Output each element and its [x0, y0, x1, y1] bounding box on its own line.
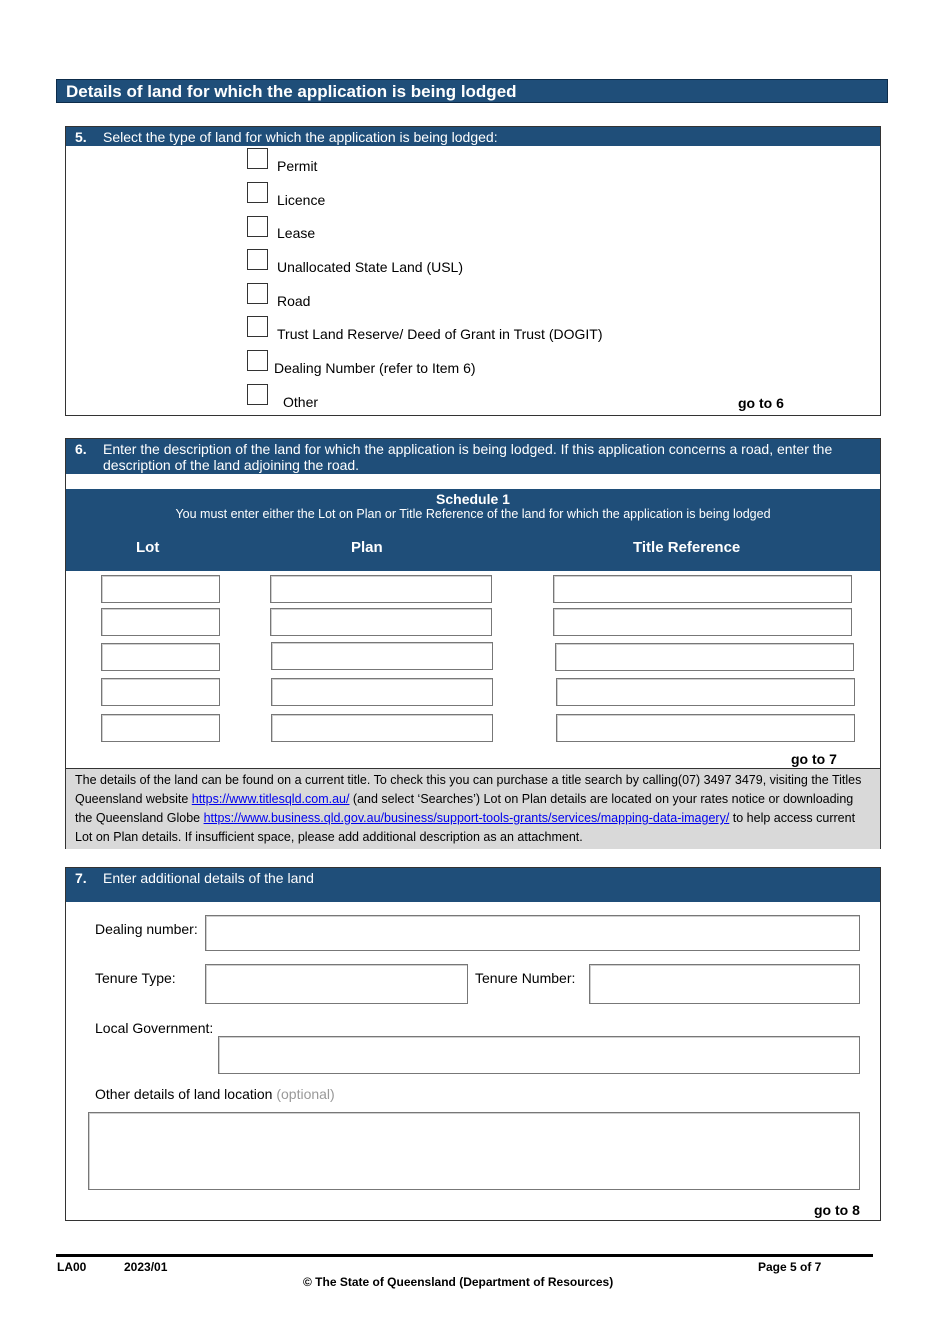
other-details-label-text: Other details of land location — [95, 1086, 273, 1102]
schedule-title: Schedule 1 — [436, 491, 510, 507]
local-government-label: Local Government: — [95, 1020, 214, 1036]
lot-input-5[interactable] — [101, 714, 220, 742]
page-number: Page 5 of 7 — [758, 1260, 822, 1274]
label-licence: Licence — [277, 192, 326, 208]
tenure-number-label: Tenure Number: — [475, 970, 576, 986]
tenure-type-label: Tenure Type: — [95, 970, 176, 986]
other-details-label — [95, 1086, 335, 1102]
label-permit: Permit — [277, 158, 318, 174]
dealing-number-label: Dealing number: — [95, 921, 198, 937]
label-road: Road — [277, 293, 311, 309]
question-6-header — [66, 439, 880, 474]
title-ref-input-4[interactable] — [556, 678, 855, 706]
tenure-number-input[interactable] — [589, 964, 860, 1004]
schedule-header — [66, 489, 880, 571]
title-ref-input-3[interactable] — [555, 643, 854, 671]
question-6-text: Enter the description of the land for which the application is being lodged. If this application concerns a road, enter the description of the land adjoining the road. — [103, 441, 833, 473]
lot-input-2[interactable] — [101, 608, 220, 636]
form-code: LA00 — [57, 1260, 87, 1274]
label-usl: Unallocated State Land (USL) — [277, 259, 463, 275]
footer-rule — [56, 1254, 873, 1257]
plan-input-2[interactable] — [270, 608, 492, 636]
plan-input-4[interactable] — [271, 678, 493, 706]
checkbox-lease[interactable] — [247, 216, 268, 237]
question-5-header — [66, 127, 880, 146]
lot-input-1[interactable] — [101, 575, 220, 603]
column-title-reference: Title Reference — [633, 539, 741, 556]
lot-input-3[interactable] — [101, 643, 220, 671]
question-7-goto: go to 8 — [814, 1202, 860, 1218]
qld-globe-link[interactable]: https://www.business.qld.gov.au/business/support-tools-grants/services/mapping-data-imagery/ — [203, 811, 730, 825]
schedule-subtitle: You must enter either the Lot on Plan or Title Reference of the land for which the application is being lodged — [175, 507, 771, 521]
plan-input-5[interactable] — [271, 714, 493, 742]
title-ref-input-2[interactable] — [553, 608, 852, 636]
question-5-goto: go to 6 — [738, 395, 784, 411]
column-plan: Plan — [351, 539, 383, 556]
checkbox-road[interactable] — [247, 283, 268, 304]
copyright: © The State of Queensland (Department of Resources) — [303, 1275, 614, 1289]
tenure-type-input[interactable] — [205, 964, 468, 1004]
question-6-number: 6. — [75, 441, 87, 457]
checkbox-dogit[interactable] — [247, 316, 268, 337]
checkbox-dealing-number[interactable] — [247, 350, 268, 371]
note-text-1: The details of the land can be found on a current title. To check this you can purchase a title search by calling(07) 3497 3479, visiting the Titles Queensland website — [75, 773, 862, 806]
question-5-text: Select the type of land for which the application is being lodged: — [103, 129, 498, 145]
form-version: 2023/01 — [124, 1260, 168, 1274]
checkbox-usl[interactable] — [247, 249, 268, 270]
title-ref-input-5[interactable] — [556, 714, 855, 742]
question-7-header — [66, 868, 880, 902]
section-title: Details of land for which the application is being lodged — [56, 79, 888, 103]
optional-hint: (optional) — [276, 1086, 335, 1102]
note-text-3: to help access current Lot on Plan details. If insufficient space, please add additional description as an attachment. — [75, 811, 856, 844]
title-ref-input-1[interactable] — [553, 575, 852, 603]
other-details-textarea[interactable] — [88, 1112, 860, 1190]
note-text-2: (and select ‘Searches’) Lot on Plan details are located on your rates notice or downloading the Queensland Globe — [75, 792, 854, 825]
label-dealing-number: Dealing Number (refer to Item 6) — [274, 360, 476, 376]
lot-input-4[interactable] — [101, 678, 220, 706]
column-lot: Lot — [136, 539, 160, 556]
land-details-note — [66, 768, 880, 849]
question-5-number: 5. — [75, 129, 87, 145]
label-other: Other — [283, 394, 319, 410]
local-government-input[interactable] — [218, 1036, 860, 1074]
checkbox-other[interactable] — [247, 384, 268, 405]
question-7-text: Enter additional details of the land — [103, 870, 314, 886]
checkbox-permit[interactable] — [247, 148, 268, 169]
label-lease: Lease — [277, 225, 316, 241]
question-6-goto: go to 7 — [791, 751, 837, 767]
plan-input-3[interactable] — [271, 642, 493, 670]
checkbox-licence[interactable] — [247, 182, 268, 203]
label-dogit: Trust Land Reserve/ Deed of Grant in Trust (DOGIT) — [277, 326, 603, 342]
plan-input-1[interactable] — [270, 575, 492, 603]
dealing-number-input[interactable] — [205, 915, 860, 951]
question-7-number: 7. — [75, 870, 87, 886]
titles-qld-link[interactable]: https://www.titlesqld.com.au/ — [191, 792, 350, 806]
